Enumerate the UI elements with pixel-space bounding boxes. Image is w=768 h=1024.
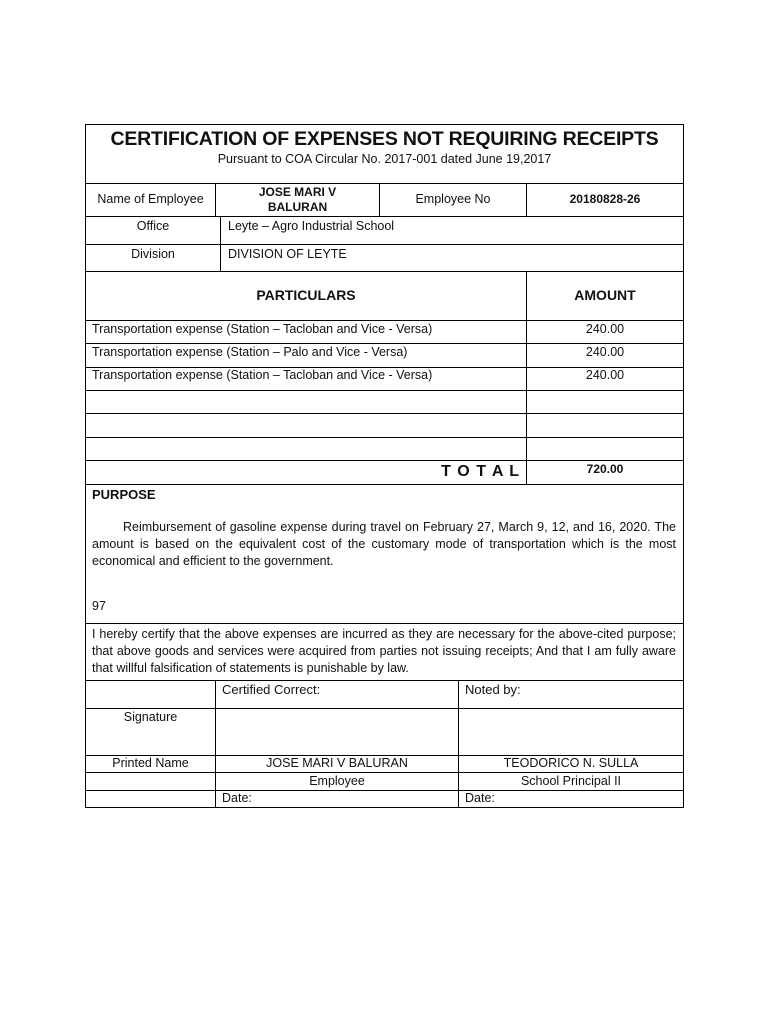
office-value: Leyte – Agro Industrial School	[220, 217, 683, 244]
empty-description-cell	[86, 391, 526, 413]
employee-name-line2: BALURAN	[267, 200, 328, 214]
item-amount: 240.00	[526, 344, 683, 367]
printed-name-label: Printed Name	[112, 756, 189, 770]
blank-label-cell	[86, 791, 215, 807]
empty-description-cell	[86, 414, 526, 437]
certified-correct-label: Certified Correct:	[215, 681, 458, 708]
amount-header: AMOUNT	[526, 272, 683, 320]
empty-table-row	[85, 391, 684, 414]
employee-signature-box	[215, 709, 458, 755]
total-row	[85, 461, 684, 485]
employee-name-value	[215, 184, 379, 216]
office-label: Office	[136, 219, 170, 233]
purpose-number: 97	[92, 599, 106, 613]
principal-printed-name: TEODORICO N. SULLA	[458, 756, 683, 772]
signatory-header-row	[85, 681, 684, 709]
blank-label-cell	[86, 773, 215, 790]
signature-row	[85, 709, 684, 756]
empty-amount-cell	[526, 414, 683, 437]
name-label: Name of Employee	[97, 192, 204, 206]
table-row	[85, 368, 684, 391]
item-description: Transportation expense (Station – Tacloban and Vice - Versa)	[92, 368, 433, 382]
empty-table-row	[85, 438, 684, 461]
office-row	[85, 217, 684, 245]
employee-name-line1: JOSE MARI V	[258, 185, 337, 199]
employee-date-label: Date:	[215, 791, 458, 807]
employee-no-label: Employee No	[379, 184, 526, 216]
form-subtitle: Pursuant to COA Circular No. 2017-001 dated June 19,2017	[217, 152, 552, 166]
signature-label: Signature	[123, 710, 178, 724]
employee-name-row	[85, 184, 684, 217]
employee-position: Employee	[215, 773, 458, 790]
principal-signature-box	[458, 709, 683, 755]
title-block	[85, 124, 684, 184]
purpose-text: Reimbursement of gasoline expense during travel on February 27, March 9, 12, and 16, 2020. The amount is based on the equivalent cost of the customary mode of transportation which is the most economical and efficient to the government.	[92, 520, 676, 568]
certification-block	[85, 624, 684, 681]
printed-name-row	[85, 756, 684, 773]
empty-amount-cell	[526, 391, 683, 413]
blank-label-cell	[86, 681, 215, 708]
employee-printed-name: JOSE MARI V BALURAN	[215, 756, 458, 772]
form-title: CERTIFICATION OF EXPENSES NOT REQUIRING RECEIPTS	[110, 128, 659, 150]
purpose-block	[85, 485, 684, 624]
division-label: Division	[131, 247, 175, 261]
particulars-header: PARTICULARS	[256, 287, 356, 303]
total-value: 720.00	[526, 461, 683, 484]
purpose-heading: PURPOSE	[92, 487, 156, 502]
particulars-header-row	[85, 272, 684, 321]
division-row	[85, 245, 684, 272]
item-description: Transportation expense (Station – Tacloban and Vice - Versa)	[92, 322, 433, 336]
date-row	[85, 791, 684, 808]
item-amount: 240.00	[526, 321, 683, 343]
table-row	[85, 344, 684, 368]
position-title-row	[85, 773, 684, 791]
total-label: T O T A L	[441, 463, 520, 480]
noted-by-label: Noted by:	[458, 681, 683, 708]
principal-date-label: Date:	[458, 791, 683, 807]
table-row	[85, 321, 684, 344]
principal-position: School Principal II	[458, 773, 683, 790]
empty-description-cell	[86, 438, 526, 460]
empty-amount-cell	[526, 438, 683, 460]
employee-no-value: 20180828-26	[526, 184, 683, 216]
certification-text: I hereby certify that the above expenses are incurred as they are necessary for the above-cited purpose; that above goods and services were acquired from parties not issuing receipts; And that I am fully aware that willful falsification of statements is punishable by law.	[92, 627, 676, 675]
empty-table-row	[85, 414, 684, 438]
item-description: Transportation expense (Station – Palo and Vice - Versa)	[92, 345, 408, 359]
item-amount: 240.00	[526, 368, 683, 390]
division-value: DIVISION OF LEYTE	[220, 245, 683, 271]
certification-form	[85, 124, 684, 808]
